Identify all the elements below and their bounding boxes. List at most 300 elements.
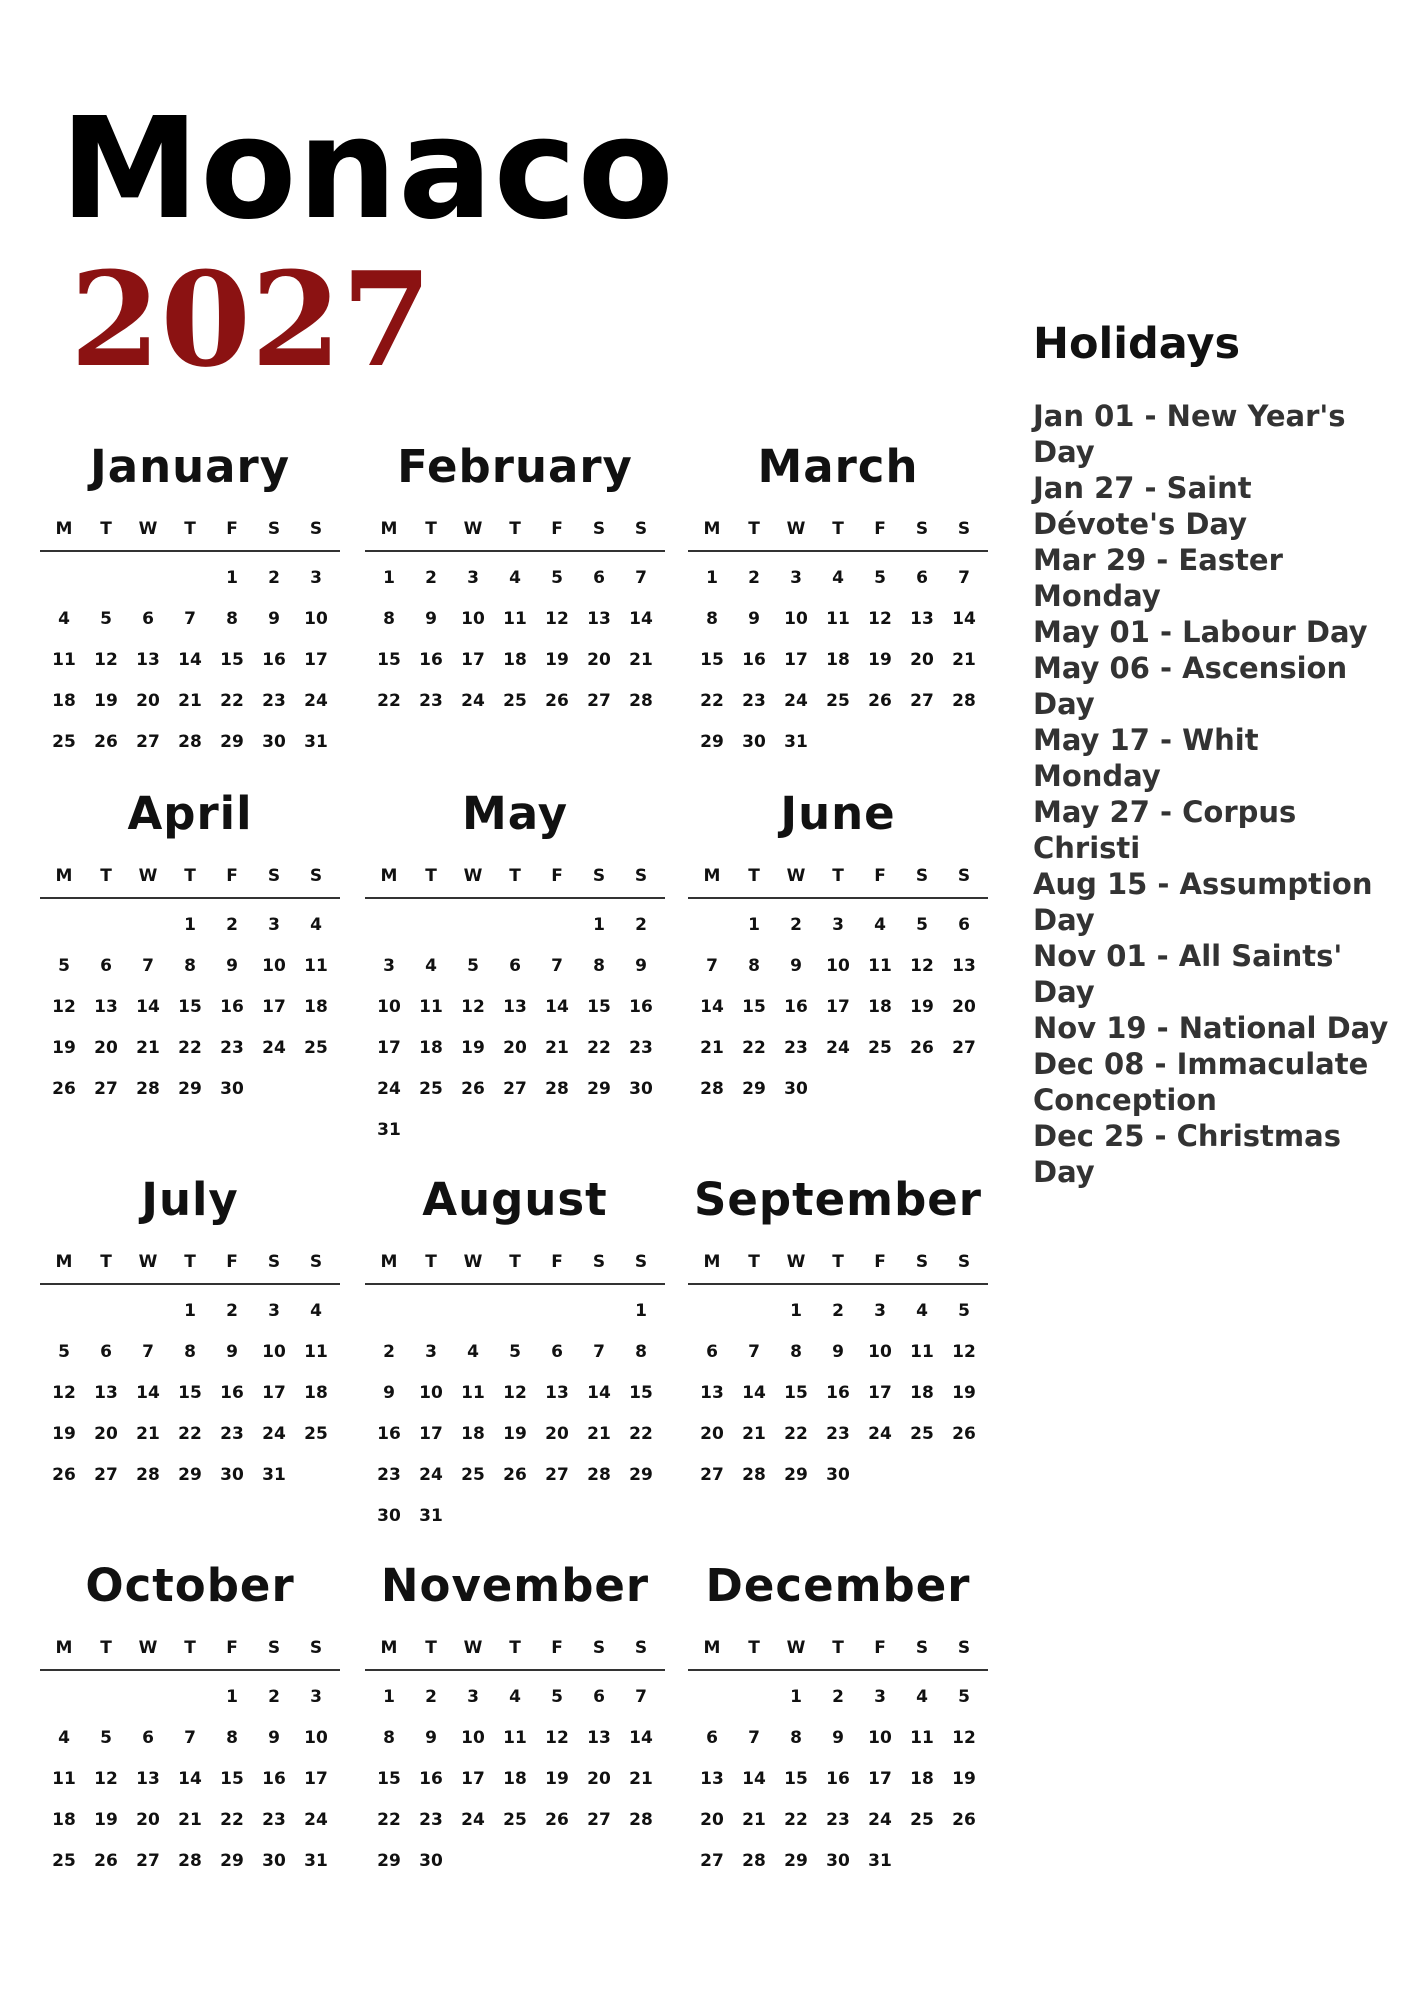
empty-cell [85,558,127,599]
day-cell: 11 [868,956,892,976]
day-cell: 23 [826,1810,850,1830]
day-cell: 24 [461,1810,485,1830]
day-cell: 24 [868,1810,892,1830]
day-cell: 22 [587,1038,611,1058]
day-cell: 19 [868,650,892,670]
weekday-header [40,516,340,542]
day-cell: 20 [136,1810,160,1830]
day-cell: 29 [629,1465,653,1485]
day-cell: 22 [629,1424,653,1444]
day-cell: 27 [700,1465,724,1485]
day-cell: 18 [910,1383,934,1403]
weekday-header [365,1249,665,1275]
day-cell: 8 [748,956,760,976]
day-cell: 1 [383,568,395,588]
day-cell: 18 [419,1038,443,1058]
day-cell: 14 [742,1769,766,1789]
day-cell: 5 [100,609,112,629]
day-cell: 16 [262,1769,286,1789]
weekday-label: S [267,1638,281,1658]
day-cell: 17 [868,1769,892,1789]
day-cell: 13 [587,609,611,629]
day-cell: 3 [832,915,844,935]
day-cell: 2 [790,915,802,935]
day-cell: 2 [268,1687,280,1707]
day-cell: 10 [419,1383,443,1403]
day-cell: 14 [700,997,724,1017]
day-cell: 6 [142,609,154,629]
empty-cell [169,1677,211,1718]
day-cell: 11 [304,956,328,976]
day-cell: 9 [635,956,647,976]
weekday-label: M [380,1638,398,1658]
weekday-label: F [226,1638,238,1658]
day-cell: 1 [383,1687,395,1707]
day-cell: 26 [503,1465,527,1485]
empty-cell [85,1291,127,1332]
day-grid [365,899,665,1151]
day-cell: 24 [377,1079,401,1099]
day-cell: 31 [868,1851,892,1871]
empty-cell [368,1291,410,1332]
day-cell: 28 [136,1465,160,1485]
day-cell: 22 [700,691,724,711]
day-cell: 17 [461,1769,485,1789]
day-cell: 21 [700,1038,724,1058]
day-cell: 25 [910,1424,934,1444]
day-cell: 1 [226,1687,238,1707]
day-cell: 28 [700,1079,724,1099]
day-cell: 19 [94,691,118,711]
day-cell: 2 [635,915,647,935]
day-cell: 12 [868,609,892,629]
day-cell: 26 [952,1810,976,1830]
empty-cell [452,905,494,946]
day-cell: 27 [503,1079,527,1099]
day-cell: 17 [784,650,808,670]
day-cell: 20 [545,1424,569,1444]
weekday-label: M [55,519,73,539]
day-cell: 15 [700,650,724,670]
day-cell: 26 [868,691,892,711]
day-cell: 16 [220,997,244,1017]
day-cell: 27 [587,1810,611,1830]
weekday-label: S [957,866,971,886]
day-cell: 9 [226,956,238,976]
day-cell: 30 [220,1465,244,1485]
weekday-label: S [915,519,929,539]
day-cell: 25 [461,1465,485,1485]
weekday-label: W [786,519,806,539]
empty-cell [452,1291,494,1332]
weekday-header [365,1635,665,1661]
day-cell: 18 [826,650,850,670]
empty-cell [85,1677,127,1718]
holiday-item: Nov 01 - All Saints' Day [1033,939,1343,1009]
day-cell: 6 [509,956,521,976]
weekday-label: M [55,1638,73,1658]
day-cell: 28 [629,1810,653,1830]
day-cell: 1 [593,915,605,935]
day-cell: 8 [226,1728,238,1748]
day-cell: 23 [419,1810,443,1830]
holiday-item: Dec 08 - Immaculate Conception [1033,1047,1369,1117]
weekday-label: T [184,519,196,539]
day-cell: 8 [383,1728,395,1748]
day-cell: 29 [700,732,724,752]
day-cell: 30 [629,1079,653,1099]
weekday-label: W [463,1638,483,1658]
day-cell: 29 [220,1851,244,1871]
day-cell: 22 [784,1810,808,1830]
weekday-label: T [748,1252,760,1272]
day-cell: 5 [958,1301,970,1321]
day-cell: 16 [419,650,443,670]
day-cell: 6 [100,956,112,976]
empty-cell [43,1677,85,1718]
weekday-header [365,863,665,889]
holiday-item: May 27 - Corpus Christi [1033,795,1297,865]
month-name: March [757,440,919,493]
day-cell: 1 [226,568,238,588]
day-cell: 8 [226,609,238,629]
day-cell: 3 [874,1301,886,1321]
day-grid [365,1285,665,1537]
day-cell: 7 [593,1342,605,1362]
day-cell: 19 [52,1424,76,1444]
day-cell: 8 [635,1342,647,1362]
weekday-label: M [703,1252,721,1272]
day-cell: 28 [629,691,653,711]
weekday-label: T [100,1638,112,1658]
day-cell: 22 [220,1810,244,1830]
day-cell: 29 [377,1851,401,1871]
day-cell: 4 [425,956,437,976]
day-cell: 12 [910,956,934,976]
day-cell: 21 [545,1038,569,1058]
empty-cell [494,905,536,946]
day-cell: 8 [790,1342,802,1362]
month-name: December [705,1559,971,1612]
day-cell: 14 [952,609,976,629]
weekday-label: M [55,866,73,886]
day-cell: 26 [52,1079,76,1099]
day-cell: 16 [742,650,766,670]
weekday-label: W [138,866,158,886]
day-grid [40,899,340,1110]
day-grid [688,552,988,763]
holidays-panel [1033,318,1393,1190]
day-cell: 20 [503,1038,527,1058]
weekday-label: S [634,519,648,539]
day-cell: 15 [784,1769,808,1789]
day-cell: 1 [706,568,718,588]
day-cell: 18 [304,997,328,1017]
day-cell: 20 [587,1769,611,1789]
weekday-label: M [703,1638,721,1658]
day-cell: 27 [94,1079,118,1099]
holiday-list [1033,398,1393,1190]
empty-cell [85,905,127,946]
day-cell: 25 [304,1038,328,1058]
day-cell: 10 [304,1728,328,1748]
holiday-item: Aug 15 - Assumption Day [1033,867,1373,937]
day-cell: 10 [868,1342,892,1362]
day-cell: 17 [304,650,328,670]
day-cell: 21 [742,1810,766,1830]
weekday-label: M [380,519,398,539]
weekday-label: T [184,1252,196,1272]
day-cell: 25 [503,1810,527,1830]
day-cell: 10 [304,609,328,629]
day-cell: 21 [742,1424,766,1444]
day-cell: 6 [706,1728,718,1748]
day-cell: 12 [545,1728,569,1748]
weekday-label: F [551,1638,563,1658]
day-cell: 14 [629,1728,653,1748]
weekday-label: T [425,866,437,886]
weekday-label: W [138,519,158,539]
weekday-label: S [957,519,971,539]
day-cell: 2 [425,1687,437,1707]
day-cell: 11 [52,650,76,670]
empty-cell [43,905,85,946]
day-cell: 5 [467,956,479,976]
day-cell: 3 [467,568,479,588]
day-cell: 3 [874,1687,886,1707]
day-cell: 25 [419,1079,443,1099]
weekday-label: W [463,1252,483,1272]
weekday-label: T [748,519,760,539]
day-cell: 10 [784,609,808,629]
day-cell: 9 [748,609,760,629]
day-cell: 10 [377,997,401,1017]
month-name: February [397,440,633,493]
day-cell: 27 [700,1851,724,1871]
day-cell: 25 [910,1810,934,1830]
weekday-label: W [786,1638,806,1658]
day-cell: 28 [952,691,976,711]
weekday-label: F [874,519,886,539]
month-name: May [461,787,569,840]
day-cell: 8 [790,1728,802,1748]
day-cell: 24 [262,1424,286,1444]
weekday-label: W [786,1252,806,1272]
day-cell: 8 [593,956,605,976]
day-cell: 17 [262,1383,286,1403]
day-cell: 7 [706,956,718,976]
day-cell: 5 [58,1342,70,1362]
day-cell: 23 [784,1038,808,1058]
day-cell: 22 [178,1038,202,1058]
day-cell: 13 [700,1769,724,1789]
day-cell: 23 [262,1810,286,1830]
day-cell: 8 [383,609,395,629]
day-cell: 19 [52,1038,76,1058]
day-cell: 27 [952,1038,976,1058]
day-cell: 12 [952,1728,976,1748]
day-cell: 18 [304,1383,328,1403]
weekday-label: S [915,1252,929,1272]
day-cell: 13 [136,1769,160,1789]
day-cell: 30 [826,1851,850,1871]
day-cell: 14 [178,1769,202,1789]
day-cell: 17 [377,1038,401,1058]
day-cell: 19 [545,1769,569,1789]
day-cell: 18 [52,1810,76,1830]
day-cell: 2 [832,1301,844,1321]
day-cell: 30 [784,1079,808,1099]
day-cell: 18 [461,1424,485,1444]
day-cell: 6 [551,1342,563,1362]
empty-cell [691,905,733,946]
day-cell: 3 [310,568,322,588]
day-cell: 11 [304,1342,328,1362]
day-cell: 15 [742,997,766,1017]
day-cell: 24 [826,1038,850,1058]
day-cell: 13 [94,997,118,1017]
day-cell: 4 [310,1301,322,1321]
weekday-label: W [463,866,483,886]
day-cell: 17 [419,1424,443,1444]
day-cell: 26 [94,1851,118,1871]
day-cell: 15 [629,1383,653,1403]
day-cell: 19 [952,1769,976,1789]
month-name: June [780,787,896,840]
day-cell: 9 [425,609,437,629]
empty-cell [733,1291,775,1332]
day-cell: 15 [587,997,611,1017]
day-cell: 11 [503,1728,527,1748]
day-cell: 19 [910,997,934,1017]
day-cell: 22 [377,1810,401,1830]
day-cell: 17 [262,997,286,1017]
empty-cell [410,905,452,946]
weekday-header [688,863,988,889]
weekday-label: T [832,1252,844,1272]
day-cell: 7 [184,609,196,629]
weekday-label: S [267,519,281,539]
day-cell: 15 [178,997,202,1017]
empty-cell [43,1291,85,1332]
month-july [40,1173,340,1496]
weekday-header [40,1249,340,1275]
month-may [365,787,665,1151]
day-cell: 9 [383,1383,395,1403]
month-april [40,787,340,1110]
weekday-label: S [309,1252,323,1272]
day-cell: 5 [551,568,563,588]
day-cell: 23 [826,1424,850,1444]
day-cell: 21 [587,1424,611,1444]
weekday-label: T [509,866,521,886]
day-cell: 29 [178,1079,202,1099]
empty-cell [127,1677,169,1718]
weekday-label: S [957,1638,971,1658]
day-cell: 13 [700,1383,724,1403]
day-cell: 12 [503,1383,527,1403]
day-cell: 1 [748,915,760,935]
day-cell: 14 [742,1383,766,1403]
month-name: August [422,1173,608,1226]
empty-cell [368,905,410,946]
day-cell: 13 [503,997,527,1017]
day-cell: 14 [136,1383,160,1403]
day-cell: 21 [629,650,653,670]
day-cell: 24 [304,1810,328,1830]
day-cell: 23 [629,1038,653,1058]
day-cell: 28 [178,1851,202,1871]
empty-cell [43,558,85,599]
day-cell: 7 [958,568,970,588]
day-cell: 2 [748,568,760,588]
day-cell: 23 [262,691,286,711]
day-cell: 27 [910,691,934,711]
weekday-label: F [226,519,238,539]
month-june [688,787,988,1110]
holiday-item: Dec 25 - Christmas Day [1033,1119,1341,1189]
day-cell: 28 [587,1465,611,1485]
day-cell: 3 [467,1687,479,1707]
day-cell: 11 [910,1728,934,1748]
day-cell: 31 [419,1506,443,1526]
day-cell: 31 [304,1851,328,1871]
day-cell: 12 [52,997,76,1017]
day-cell: 24 [461,691,485,711]
day-cell: 24 [304,691,328,711]
day-cell: 24 [419,1465,443,1485]
day-cell: 20 [700,1810,724,1830]
weekday-label: T [425,1252,437,1272]
day-cell: 19 [952,1383,976,1403]
weekday-label: S [592,1252,606,1272]
day-cell: 18 [503,1769,527,1789]
weekday-label: T [748,866,760,886]
day-cell: 7 [142,956,154,976]
weekday-label: T [748,1638,760,1658]
day-cell: 12 [94,650,118,670]
day-cell: 13 [910,609,934,629]
day-cell: 1 [184,1301,196,1321]
day-cell: 30 [377,1506,401,1526]
day-cell: 13 [587,1728,611,1748]
day-cell: 11 [52,1769,76,1789]
weekday-label: W [463,519,483,539]
day-cell: 2 [226,1301,238,1321]
day-cell: 3 [310,1687,322,1707]
day-cell: 24 [784,691,808,711]
day-cell: 26 [545,691,569,711]
day-cell: 15 [784,1383,808,1403]
weekday-label: T [100,519,112,539]
day-cell: 7 [635,568,647,588]
weekday-label: T [832,519,844,539]
day-cell: 4 [58,609,70,629]
day-cell: 7 [142,1342,154,1362]
day-cell: 28 [742,1851,766,1871]
day-cell: 10 [868,1728,892,1748]
weekday-label: S [309,1638,323,1658]
day-cell: 14 [136,997,160,1017]
day-cell: 9 [790,956,802,976]
day-cell: 20 [587,650,611,670]
weekday-label: S [267,1252,281,1272]
day-cell: 16 [262,650,286,670]
empty-cell [536,1291,578,1332]
day-grid [40,1671,340,1882]
day-cell: 11 [910,1342,934,1362]
day-cell: 24 [262,1038,286,1058]
